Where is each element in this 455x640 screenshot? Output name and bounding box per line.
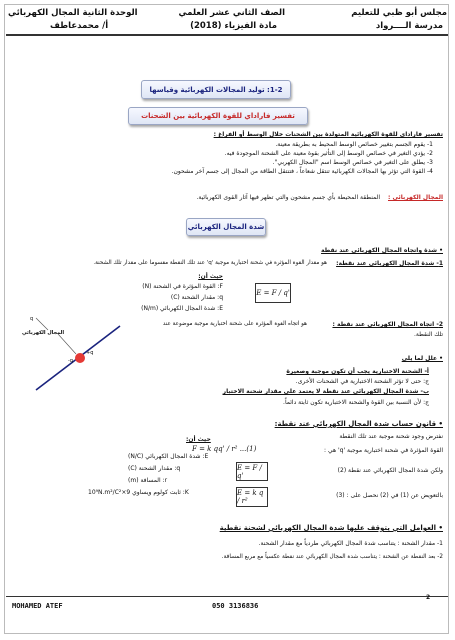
law-title: • قانون حساب شدة المجال الكهربائي عند نقطة: (274, 420, 443, 428)
law-where-item: r: المسافة (m) (128, 477, 168, 484)
faraday-point: 2- يؤدي التغير في خصائص الوسط إلى التأثير بقوة معينة على الشحنة الموجودة فيه. (224, 150, 433, 157)
explain-title: • علل لما يلي (401, 355, 443, 362)
council-name: مجلس أبو ظبي للتعليم (351, 8, 447, 18)
footer-name: MOHAMED ATEF (12, 602, 63, 610)
factors-title: • العوامل التي يتوقف عليها شدة المجال الكهربائي لشحنة نقطية (219, 524, 443, 532)
where-label: حيث أن: (198, 273, 223, 280)
school-name: مدرسة الــــرواد (375, 21, 443, 31)
pointer-line (58, 334, 76, 354)
factors-item: 2- بعد النقطة عن الشحنة : يتناسب شدة المجال الكهربائي عند نقطة عكسياً مع مربع المسافة. (221, 554, 443, 560)
footer-divider (6, 596, 448, 597)
grade-label: الصف الثاني عشر العلمي (178, 8, 285, 18)
law-step3: بالتعويض عن (1) في (2) نحصل على : (3) (336, 492, 443, 499)
explain-item: ج: حتى لا تؤثر الشحنة الاختبارية في الشحنات الأخرى. (295, 378, 429, 385)
subject-label: مادة الفيزياء (2018) (190, 21, 277, 31)
section-title: 1-2: توليد المجالات الكهربائية وقياسها (141, 80, 291, 99)
law-step1: القوة المؤثرة في شحنة اختبارية موجبة 'q' هي : (324, 447, 443, 454)
pointer-line (36, 318, 48, 330)
teacher-name: أ/ محمدعاطف (50, 21, 109, 31)
law-intro: نفترض وجود شحنة موجبة عند تلك النقطة (339, 433, 443, 440)
unit-label: الوحدة الثانية المجال الكهربائي (8, 8, 138, 18)
faraday-banner: تفسير فاراداي للقوة الكهربائية بين الشحنات (128, 107, 308, 125)
where-item: F: القوة المؤثرة في الشحنة (N) (142, 283, 223, 290)
field-diagram (18, 316, 130, 396)
faraday-point: 4- القوة التي تؤثر بها المجالات الكهربائية تنتقل شعاعاً ، فتنتقل الطاقة من المجال إلى جسم آخر مشحون. (171, 168, 433, 175)
diagram-charge: +q (86, 350, 94, 356)
law-where-item: K: ثابت كولوم ويساوي 9×10⁹N.m²/C² (88, 489, 189, 496)
header-divider (6, 34, 448, 36)
law-formula: F = k qq' / r² ...(1) (192, 445, 257, 453)
diagram-label: المجال الكهربائي (22, 330, 65, 336)
faraday-heading: تفسير فاراداي للقوة الكهربائية المتولدة بين الشحنات خلال الوسط أو الفراغ : (213, 131, 443, 138)
diagram-charge: q (30, 316, 34, 322)
faraday-point: 1- يقوم الجسم بتغيير خصائص الوسط المحيط به بطريقة معينة. (275, 141, 433, 148)
law-where-label: حيث أن: (186, 436, 211, 443)
formula-text: E = F / q' (256, 289, 290, 297)
explain-item: أ- الشحنة الاختبارية يجب أن تكون موجبة وصغيرة (286, 368, 429, 375)
diagram-charge: -q (68, 358, 73, 364)
point1-label: 1- شدة المجال الكهربائي عند نقطة: (336, 260, 443, 267)
formula-text: E = k q / r² (237, 489, 264, 505)
intensity-banner: شدة المجال الكهربائي (186, 218, 266, 236)
formula-box (255, 283, 291, 303)
law-step2: ولكن شدة المجال الكهربائي عند نقطة (2) (337, 467, 443, 474)
charge-dot (75, 353, 85, 363)
explain-item: ج: لأن النسبة بين القوة والشحنة الاختبارية تكون ثابتة دائماً. (283, 399, 429, 406)
faraday-point: 3- يطلق على التغير في خصائص الوسط اسم "المجال الكهربي". (272, 159, 433, 166)
field-definition-text: المنطقة المحيطة بأي جسم مشحون والتي تظهر فيها آثار القوى الكهربائية. (196, 194, 380, 201)
point1-text: هو مقدار القوة المؤثرة في شحنة اختبارية موجبة 'q' عند تلك النقطة مقسوما على مقدار تلك الشحنة. (93, 260, 327, 266)
explain-item: ب- شدة المجال الكهربائي عند نقطة لا يعتمد على مقدار شحنة الاختبار (222, 388, 429, 395)
formula-text: E = F / q' (237, 463, 262, 480)
point2-label: 2- اتجاه المجال الكهربائي عند نقطة : (332, 321, 443, 328)
law-where-item: q: مقدار الشحنة (C) (128, 465, 181, 472)
factors-item: 1- مقدار الشحنة : يتناسب شدة المجال الكهربائي طردياً مع مقدار الشحنة. (258, 540, 443, 547)
footer-phone: 050 3136836 (212, 602, 259, 610)
point1-title: • شدة واتجاه المجال الكهربائي عند نقطة (321, 247, 443, 254)
law-where-item: E: شدة المجال الكهربائي (N/C) (128, 453, 209, 460)
formula-box (236, 487, 268, 507)
where-item: q: مقدار الشحنة (C) (170, 294, 223, 301)
point2-text: هو اتجاه القوة المؤثرة على شحنة اختبارية موجبة موضوعة عند (162, 321, 307, 327)
field-definition-label: المجال الكهربائي : (387, 194, 443, 201)
page-number: 2 (426, 594, 431, 601)
formula-box (236, 462, 268, 481)
where-item: E: شدة المجال الكهربائي (N/m) (141, 305, 223, 312)
point2-text-cont: تلك النقطة. (413, 331, 443, 338)
